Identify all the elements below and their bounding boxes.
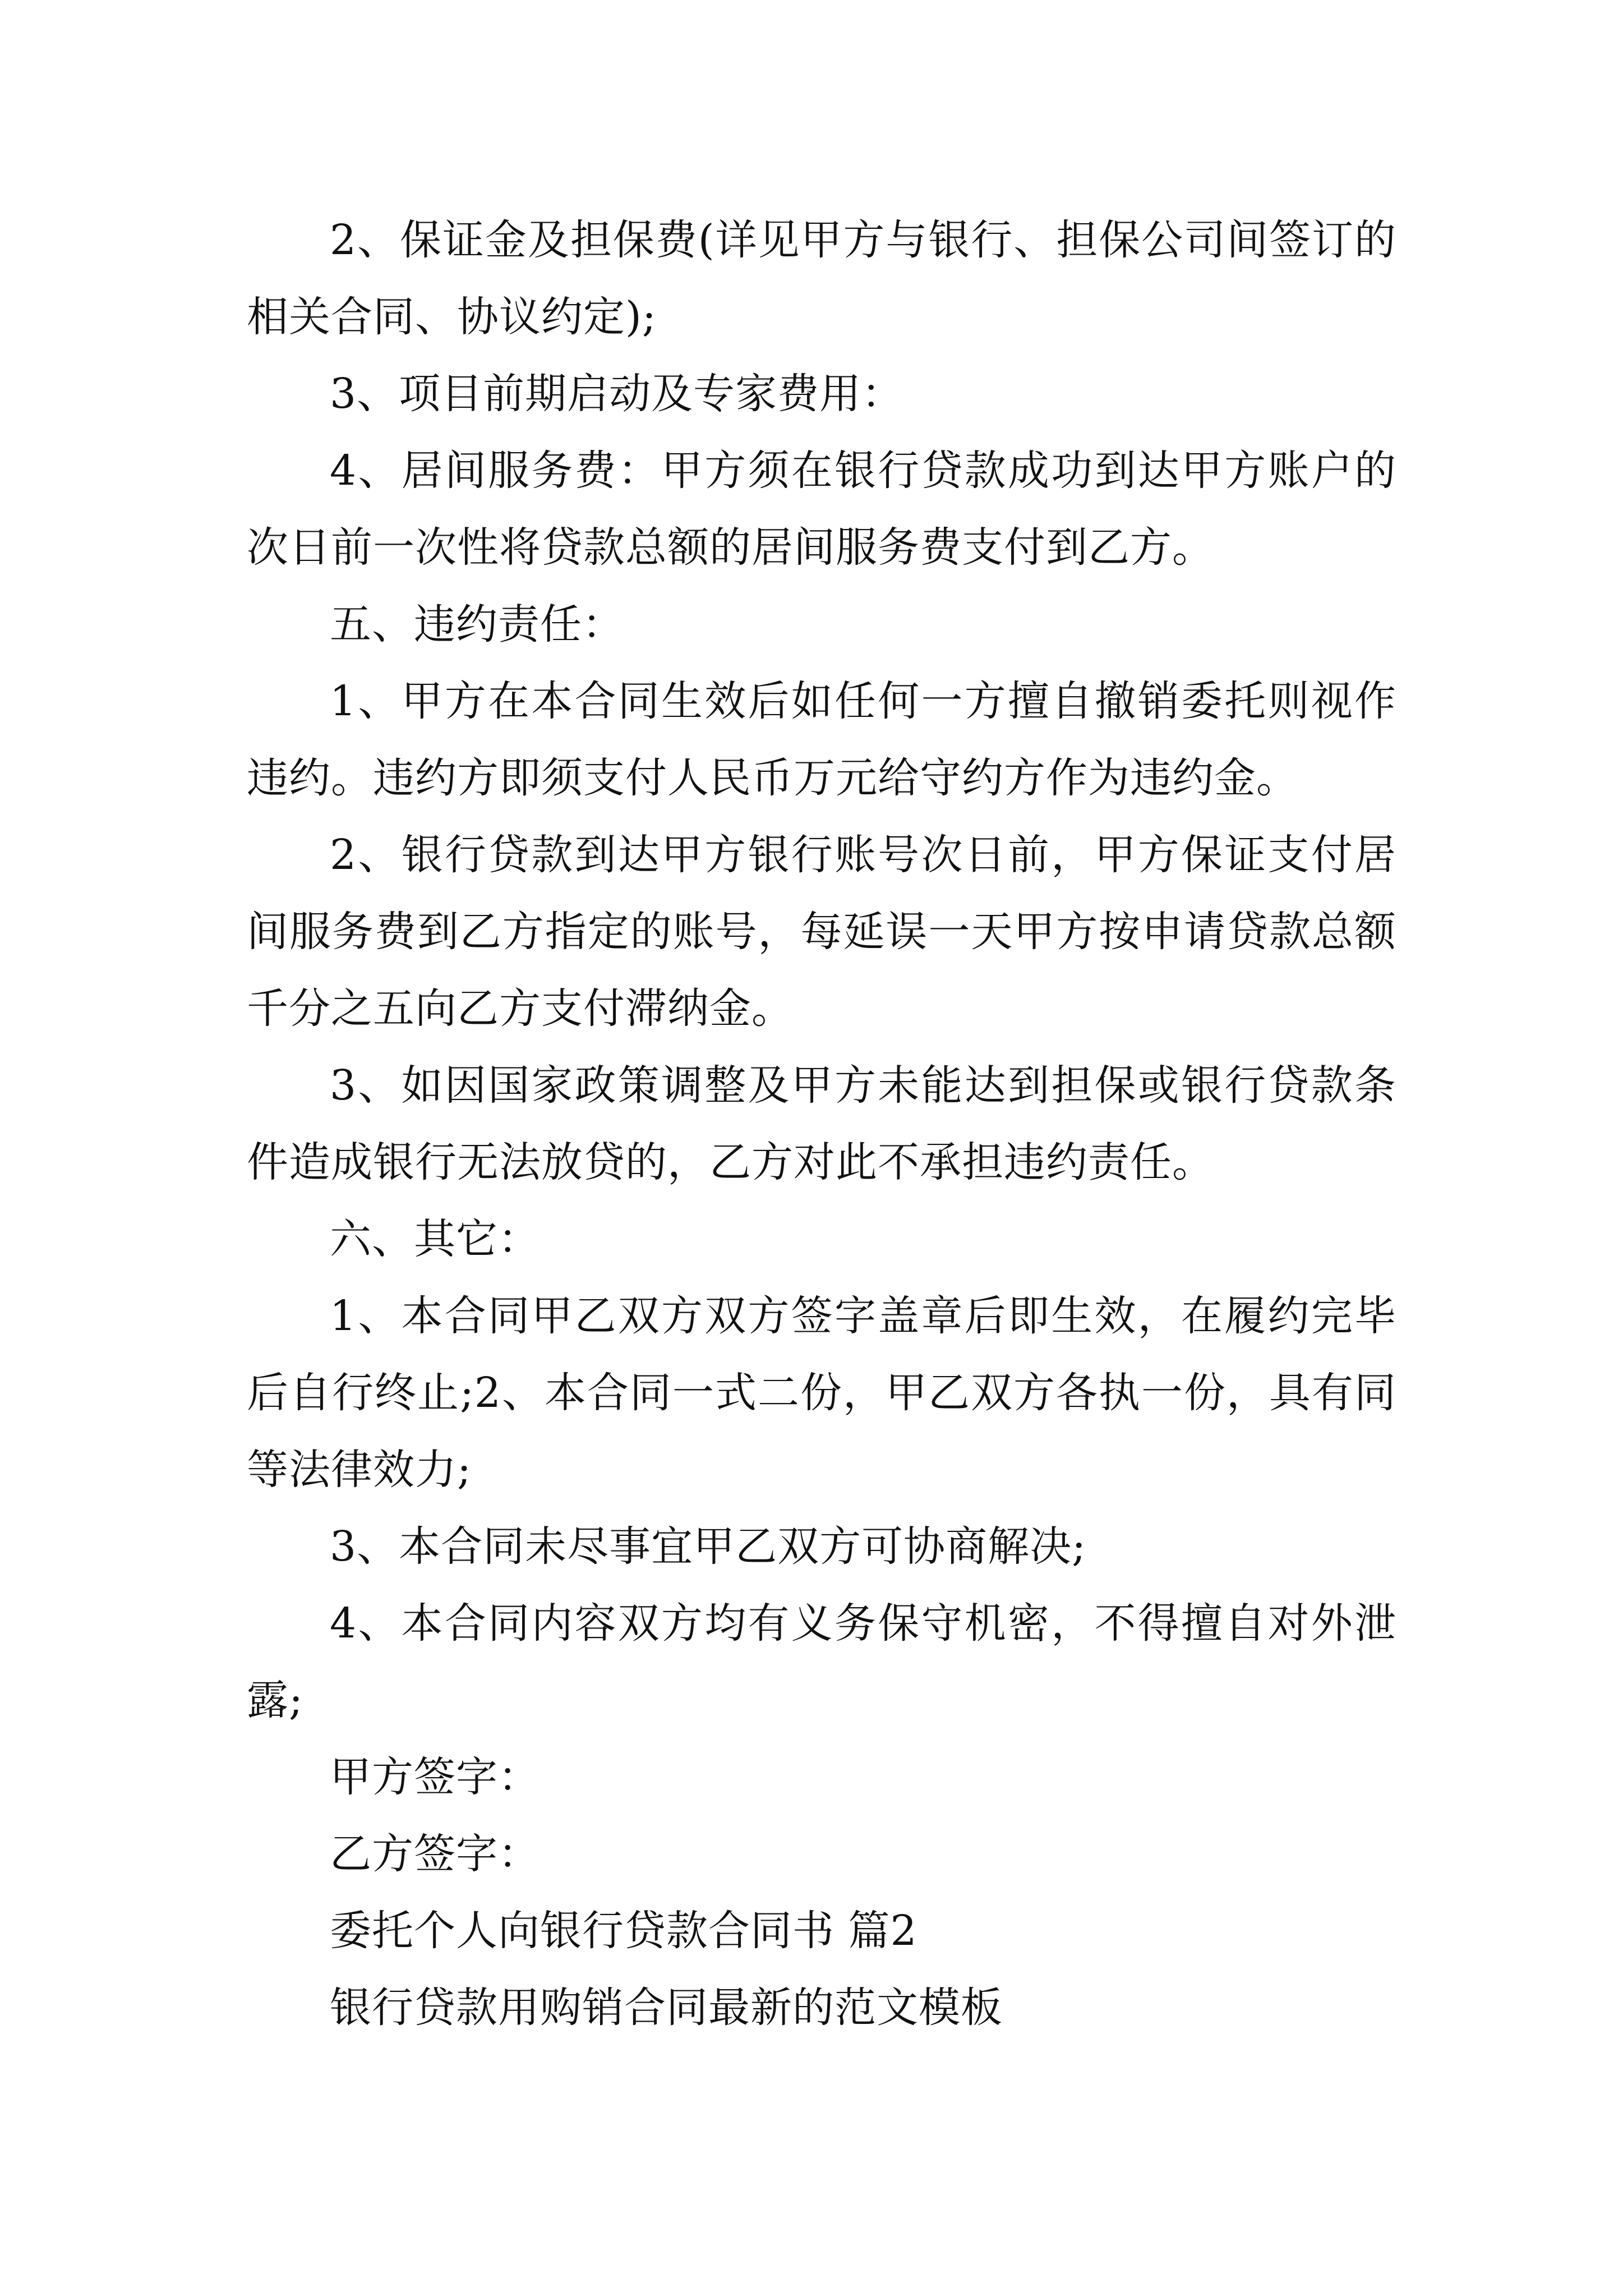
- paragraph-project-startup-fee: 3、项目前期启动及专家费用：: [330, 370, 904, 418]
- template-title: 银行贷款用购销合同最新的范文模板: [330, 1984, 1003, 2032]
- paragraph-deposit-guarantee-fee: 2、保证金及担保费(详见甲方与银行、担保公司间签订的相关合同、协议约定);: [247, 216, 1396, 341]
- paragraph-intermediary-service-fee: 4、居间服务费：甲方须在银行贷款成功到达甲方账户的次日前一次性将贷款总额的居间服务费支付到乙方。: [247, 447, 1396, 572]
- paragraph-other-clause-3: 3、本合同未尽事宜甲乙双方可协商解决;: [330, 1522, 1087, 1571]
- document-page: [247, 202, 1396, 2046]
- contract-section-title: 委托个人向银行贷款合同书 篇2: [330, 1907, 917, 1955]
- party-a-signature-line: 甲方签字：: [330, 1753, 540, 1801]
- paragraph-breach-clause-1: 1、甲方在本合同生效后如任何一方擅自撤销委托则视作违约。违约方即须支付人民币万元给守约方作为违约金。: [247, 677, 1396, 802]
- section-heading-other: 六、其它：: [330, 1215, 540, 1263]
- section-heading-breach-liability: 五、违约责任：: [330, 600, 624, 648]
- paragraph-breach-clause-2: 2、银行贷款到达甲方银行账号次日前，甲方保证支付居间服务费到乙方指定的账号，每延误一天甲方按申请贷款总额千分之五向乙方支付滞纳金。: [247, 831, 1396, 1033]
- party-b-signature-line: 乙方签字：: [330, 1830, 540, 1878]
- paragraph-other-clause-4: 4、本合同内容双方均有义务保守机密，不得擅自对外泄露;: [247, 1599, 1396, 1724]
- paragraph-other-clause-1-2: 1、本合同甲乙双方双方签字盖章后即生效，在履约完毕后自行终止;2、本合同一式二份，甲乙双方各执一份，具有同等法律效力;: [247, 1292, 1396, 1494]
- paragraph-breach-clause-3: 3、如因国家政策调整及甲方未能达到担保或银行贷款条件造成银行无法放贷的，乙方对此不承担违约责任。: [247, 1061, 1396, 1186]
